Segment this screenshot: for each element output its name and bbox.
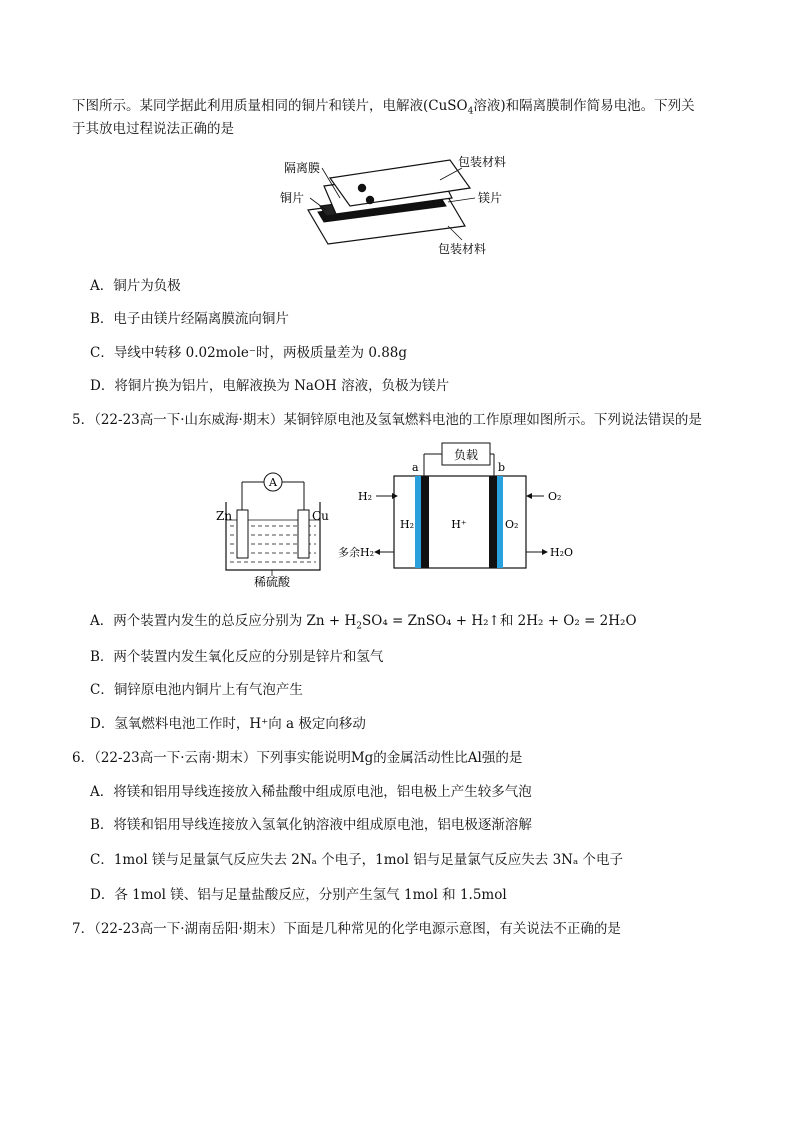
excess-h2-label: 多余H₂ <box>338 546 375 559</box>
q5-option-b: B．两个装置内发生氧化反应的分别是锌片和氢气 <box>90 649 384 665</box>
o2-inlet-label: O₂ <box>548 490 562 503</box>
q5-option-d: D．氢氧燃料电池工作时，H⁺向 a 极定向移动 <box>90 716 366 732</box>
cuso4-formula: CuSO$_4$ <box>428 98 474 117</box>
blue-layer-a <box>415 476 421 568</box>
label-pack-bottom: 包装材料 <box>438 242 487 256</box>
o2-chamber-label: O₂ <box>505 518 519 531</box>
h2o-outlet-label: H₂O <box>550 546 574 559</box>
q4-option-d: D．将铜片换为铝片，电解液换为 NaOH 溶液，负极为镁片 <box>90 378 450 394</box>
intro-line-1: 下图所示。某同学据此利用质量相同的铜片和镁片，电解液(CuSO$_4$溶液)和隔离膜制作简易电池。下列关 <box>72 98 695 117</box>
label-copper: 铜片 <box>280 191 305 205</box>
q6-option-c: C．1mol 镁与足量氯气反应失去 2Nₐ 个电子，1mol 铝与足量氯气反应失去 3Nₐ 个电子 <box>90 852 623 868</box>
q6-option-d: D．各 1mol 镁、铝与足量盐酸反应，分别产生氢气 1mol 和 1.5mol <box>90 887 507 903</box>
q5-option-c: C．铜锌原电池内铜片上有气泡产生 <box>90 682 303 698</box>
battery-pack-figure <box>270 148 530 263</box>
cell-figure <box>212 440 592 595</box>
electrode-b <box>489 476 497 568</box>
zn-label: Zn <box>216 509 233 523</box>
cu-label: Cu <box>312 509 329 523</box>
cu-zn-cell <box>216 473 329 589</box>
q5-option-a: A．两个装置内发生的总反应分别为 $Zn + H_2SO_4$ = ZnSO₄ + H₂↑和 2H₂ + O₂ = 2H₂O <box>90 613 637 632</box>
q6-stem: 6．（22-23高一下·云南·期末）下列事实能说明Mg的金属活动性比Al强的是 <box>72 750 523 766</box>
h2-inlet-label: H₂ <box>358 490 373 503</box>
q6-option-a: A．将镁和铝用导线连接放入稀盐酸中组成原电池，铝电极上产生较多气泡 <box>90 784 532 800</box>
hole-dot-1 <box>358 184 366 192</box>
electrode-b-label: b <box>498 461 506 474</box>
q4-option-c: C．导线中转移 0.02mole⁻时，两极质量差为 0.88g <box>90 345 408 361</box>
ammeter-label: A <box>269 476 277 489</box>
electrode-a-label: a <box>412 461 419 474</box>
label-membrane: 隔离膜 <box>284 161 321 175</box>
label-pack-top: 包装材料 <box>458 155 507 169</box>
fuel-cell <box>338 443 573 568</box>
q4-option-a: A．铜片为负极 <box>90 278 181 294</box>
q7-stem: 7．（22-23高一下·湖南岳阳·期末）下面是几种常见的化学电源示意图，有关说法不正确的是 <box>72 921 621 937</box>
intro-line-2: 于其放电过程说法正确的是 <box>72 121 234 137</box>
q5-stem: 5．（22-23高一下·山东威海·期末）某铜锌原电池及氢氧燃料电池的工作原理如图所示。下列说法错误的是 <box>72 412 702 428</box>
label-magnesium: 镁片 <box>478 191 503 205</box>
electrode-a <box>421 476 429 568</box>
q4-option-b: B．电子由镁片经隔离膜流向铜片 <box>90 311 289 327</box>
h-plus-label: H⁺ <box>451 518 467 531</box>
h2-chamber-label: H₂ <box>400 518 415 531</box>
blue-layer-b <box>497 476 503 568</box>
hole-dot-2 <box>366 196 374 204</box>
q6-option-b: B．将镁和铝用导线连接放入氢氧化钠溶液中组成原电池，铝电极逐渐溶解 <box>90 817 532 833</box>
acid-label: 稀硫酸 <box>254 575 291 589</box>
load-label: 负载 <box>453 448 479 462</box>
